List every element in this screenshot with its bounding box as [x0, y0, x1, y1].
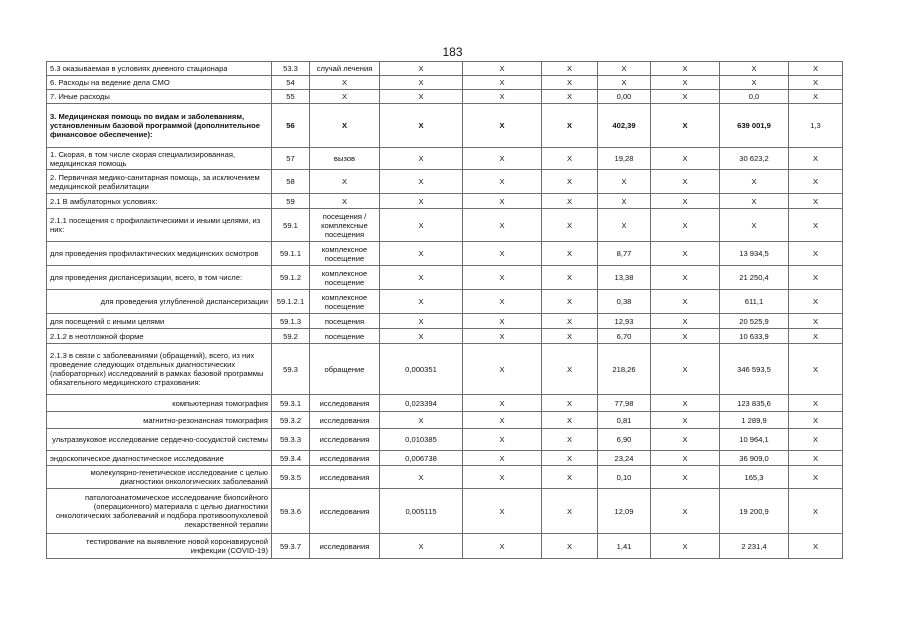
row-number-cell: 59.1.3	[272, 314, 310, 329]
col10-cell: X	[789, 466, 843, 489]
col6-cell: X	[542, 76, 598, 90]
col9-cell: 30 623,2	[720, 148, 789, 170]
table-row	[47, 148, 843, 170]
row-name-cell: молекулярно-генетическое исследование с целью диагностики онкологических заболеваний	[47, 466, 272, 489]
col5-cell: X	[463, 242, 542, 266]
row-name-cell: 2.1.3 в связи с заболеваниями (обращений), всего, из них проведение следующих отдельных диагностических (лабораторных) исследований в рамках базовой программы обязательного медицинского страхования:	[47, 344, 272, 395]
unit-cell: посещения	[310, 314, 380, 329]
col4-cell: X	[380, 194, 463, 209]
row-number-cell: 59.1.2.1	[272, 290, 310, 314]
row-name-cell: 6. Расходы на ведение дела СМО	[47, 76, 272, 90]
col5-cell: X	[463, 489, 542, 534]
unit-cell: X	[310, 104, 380, 148]
col10-cell: 1,3	[789, 104, 843, 148]
col9-cell: 0,0	[720, 90, 789, 104]
col7-cell: 0,38	[598, 290, 651, 314]
col7-cell: 6,70	[598, 329, 651, 344]
col10-cell: X	[789, 62, 843, 76]
col7-cell: 77,98	[598, 395, 651, 412]
col6-cell: X	[542, 242, 598, 266]
col6-cell: X	[542, 489, 598, 534]
table-row	[47, 104, 843, 148]
col10-cell: X	[789, 412, 843, 429]
row-number-cell: 59.3	[272, 344, 310, 395]
col8-cell: X	[651, 412, 720, 429]
col10-cell: X	[789, 534, 843, 559]
row-name-cell: компьютерная томография	[47, 395, 272, 412]
unit-cell: комплексное посещение	[310, 242, 380, 266]
table-row	[47, 329, 843, 344]
table-row	[47, 76, 843, 90]
col9-cell: X	[720, 170, 789, 194]
row-name-cell: 2.1 В амбулаторных условиях:	[47, 194, 272, 209]
col5-cell: X	[463, 466, 542, 489]
unit-cell: комплексное посещение	[310, 266, 380, 290]
col6-cell: X	[542, 290, 598, 314]
row-number-cell: 54	[272, 76, 310, 90]
col4-cell: X	[380, 290, 463, 314]
col4-cell: X	[380, 104, 463, 148]
unit-cell: исследования	[310, 395, 380, 412]
col9-cell: X	[720, 194, 789, 209]
col10-cell: X	[789, 76, 843, 90]
col5-cell: X	[463, 90, 542, 104]
col7-cell: 218,26	[598, 344, 651, 395]
col7-cell: 0,81	[598, 412, 651, 429]
row-name-cell: для проведения диспансеризации, всего, в том числе:	[47, 266, 272, 290]
col10-cell: X	[789, 395, 843, 412]
col7-cell: 13,38	[598, 266, 651, 290]
unit-cell: исследования	[310, 451, 380, 466]
table-row	[47, 534, 843, 559]
col7-cell: 402,39	[598, 104, 651, 148]
col5-cell: X	[463, 395, 542, 412]
col8-cell: X	[651, 90, 720, 104]
unit-cell: исследования	[310, 412, 380, 429]
col7-cell: 19,28	[598, 148, 651, 170]
row-name-cell: для проведения профилактических медицинских осмотров	[47, 242, 272, 266]
col10-cell: X	[789, 451, 843, 466]
col6-cell: X	[542, 194, 598, 209]
col9-cell: 346 593,5	[720, 344, 789, 395]
col6-cell: X	[542, 344, 598, 395]
row-number-cell: 59.1	[272, 209, 310, 242]
row-name-cell: 1. Скорая, в том числе скорая специализированная, медицинская помощь	[47, 148, 272, 170]
col10-cell: X	[789, 209, 843, 242]
col10-cell: X	[789, 266, 843, 290]
col6-cell: X	[542, 395, 598, 412]
row-number-cell: 59.2	[272, 329, 310, 344]
col6-cell: X	[542, 266, 598, 290]
col7-cell: X	[598, 194, 651, 209]
unit-cell: исследования	[310, 429, 380, 451]
table-row	[47, 451, 843, 466]
row-number-cell: 58	[272, 170, 310, 194]
col5-cell: X	[463, 266, 542, 290]
page-number: 183	[442, 45, 463, 59]
col6-cell: X	[542, 170, 598, 194]
col6-cell: X	[542, 314, 598, 329]
col4-cell: 0,000351	[380, 344, 463, 395]
unit-cell: случай лечения	[310, 62, 380, 76]
col8-cell: X	[651, 344, 720, 395]
col10-cell: X	[789, 329, 843, 344]
table-row	[47, 395, 843, 412]
col8-cell: X	[651, 104, 720, 148]
unit-cell: X	[310, 90, 380, 104]
col8-cell: X	[651, 451, 720, 466]
col7-cell: 23,24	[598, 451, 651, 466]
table-row	[47, 242, 843, 266]
col10-cell: X	[789, 148, 843, 170]
col8-cell: X	[651, 148, 720, 170]
col8-cell: X	[651, 170, 720, 194]
unit-cell: исследования	[310, 466, 380, 489]
col9-cell: 19 200,9	[720, 489, 789, 534]
col4-cell: X	[380, 412, 463, 429]
row-number-cell: 59.1.2	[272, 266, 310, 290]
row-number-cell: 59.3.4	[272, 451, 310, 466]
unit-cell: посещение	[310, 329, 380, 344]
table-row	[47, 194, 843, 209]
table-row	[47, 314, 843, 329]
col9-cell: 1 289,9	[720, 412, 789, 429]
col4-cell: X	[380, 242, 463, 266]
col10-cell: X	[789, 170, 843, 194]
col4-cell: X	[380, 209, 463, 242]
col6-cell: X	[542, 90, 598, 104]
col9-cell: X	[720, 209, 789, 242]
col4-cell: X	[380, 90, 463, 104]
unit-cell: исследования	[310, 489, 380, 534]
row-number-cell: 56	[272, 104, 310, 148]
col4-cell: X	[380, 266, 463, 290]
table-body	[47, 62, 843, 559]
col10-cell: X	[789, 429, 843, 451]
col5-cell: X	[463, 451, 542, 466]
col6-cell: X	[542, 148, 598, 170]
financing-table	[46, 61, 843, 559]
col8-cell: X	[651, 209, 720, 242]
row-name-cell: 3. Медицинская помощь по видам и заболеваниям, установленным базовой программой (дополнительное финансовое обеспечение):	[47, 104, 272, 148]
col8-cell: X	[651, 314, 720, 329]
col4-cell: X	[380, 170, 463, 194]
col9-cell: 20 525,9	[720, 314, 789, 329]
col4-cell: 0,006738	[380, 451, 463, 466]
col10-cell: X	[789, 290, 843, 314]
row-name-cell: 2.1.2 в неотложной форме	[47, 329, 272, 344]
col10-cell: X	[789, 242, 843, 266]
col8-cell: X	[651, 242, 720, 266]
row-number-cell: 57	[272, 148, 310, 170]
col6-cell: X	[542, 329, 598, 344]
unit-cell: обращение	[310, 344, 380, 395]
col10-cell: X	[789, 90, 843, 104]
row-name-cell: магнитно-резонансная томография	[47, 412, 272, 429]
col5-cell: X	[463, 209, 542, 242]
col5-cell: X	[463, 62, 542, 76]
col6-cell: X	[542, 466, 598, 489]
col4-cell: 0,005115	[380, 489, 463, 534]
col5-cell: X	[463, 290, 542, 314]
col5-cell: X	[463, 344, 542, 395]
table-row	[47, 429, 843, 451]
col6-cell: X	[542, 451, 598, 466]
row-number-cell: 59.3.7	[272, 534, 310, 559]
table-row	[47, 62, 843, 76]
col10-cell: X	[789, 489, 843, 534]
col4-cell: X	[380, 534, 463, 559]
unit-cell: комплексное посещение	[310, 290, 380, 314]
col7-cell: 1,41	[598, 534, 651, 559]
col4-cell: 0,010385	[380, 429, 463, 451]
col8-cell: X	[651, 194, 720, 209]
table-row	[47, 90, 843, 104]
col4-cell: 0,023394	[380, 395, 463, 412]
col5-cell: X	[463, 314, 542, 329]
col8-cell: X	[651, 62, 720, 76]
col6-cell: X	[542, 412, 598, 429]
table-row	[47, 266, 843, 290]
table-row	[47, 344, 843, 395]
col8-cell: X	[651, 466, 720, 489]
unit-cell: вызов	[310, 148, 380, 170]
col8-cell: X	[651, 266, 720, 290]
row-number-cell: 59.3.6	[272, 489, 310, 534]
row-number-cell: 55	[272, 90, 310, 104]
table-row	[47, 209, 843, 242]
table-row	[47, 466, 843, 489]
row-name-cell: 7. Иные расходы	[47, 90, 272, 104]
unit-cell: X	[310, 170, 380, 194]
col9-cell: 2 231,4	[720, 534, 789, 559]
col6-cell: X	[542, 209, 598, 242]
col7-cell: X	[598, 62, 651, 76]
col5-cell: X	[463, 534, 542, 559]
row-name-cell: тестирование на выявление новой коронавирусной инфекции (COVID-19)	[47, 534, 272, 559]
col8-cell: X	[651, 534, 720, 559]
col8-cell: X	[651, 395, 720, 412]
col9-cell: 123 835,6	[720, 395, 789, 412]
table-row	[47, 412, 843, 429]
table-row	[47, 170, 843, 194]
col5-cell: X	[463, 412, 542, 429]
col6-cell: X	[542, 534, 598, 559]
col8-cell: X	[651, 429, 720, 451]
col7-cell: 8,77	[598, 242, 651, 266]
col4-cell: X	[380, 466, 463, 489]
col7-cell: 0,00	[598, 90, 651, 104]
col6-cell: X	[542, 429, 598, 451]
row-number-cell: 59.1.1	[272, 242, 310, 266]
row-name-cell: патологоанатомическое исследование биопсийного (операционного) материала с целью диагностики онкологических заболеваний и подбора противоопухолевой лекарственной терапии	[47, 489, 272, 534]
col6-cell: X	[542, 62, 598, 76]
col5-cell: X	[463, 194, 542, 209]
col9-cell: X	[720, 76, 789, 90]
col9-cell: 10 964,1	[720, 429, 789, 451]
col9-cell: 13 934,5	[720, 242, 789, 266]
row-name-cell: для посещений с иными целями	[47, 314, 272, 329]
row-name-cell: ультразвуковое исследование сердечно-сосудистой системы	[47, 429, 272, 451]
col5-cell: X	[463, 104, 542, 148]
row-number-cell: 59.3.1	[272, 395, 310, 412]
col8-cell: X	[651, 489, 720, 534]
col4-cell: X	[380, 329, 463, 344]
col5-cell: X	[463, 148, 542, 170]
row-number-cell: 53.3	[272, 62, 310, 76]
col7-cell: 6,90	[598, 429, 651, 451]
col5-cell: X	[463, 76, 542, 90]
row-number-cell: 59.3.3	[272, 429, 310, 451]
col7-cell: 12,09	[598, 489, 651, 534]
col5-cell: X	[463, 429, 542, 451]
col7-cell: 12,93	[598, 314, 651, 329]
unit-cell: посещения / комплексные посещения	[310, 209, 380, 242]
col9-cell: 165,3	[720, 466, 789, 489]
row-name-cell: для проведения углубленной диспансеризации	[47, 290, 272, 314]
col7-cell: X	[598, 209, 651, 242]
col4-cell: X	[380, 314, 463, 329]
col9-cell: 639 001,9	[720, 104, 789, 148]
col7-cell: X	[598, 170, 651, 194]
row-number-cell: 59	[272, 194, 310, 209]
row-name-cell: 2. Первичная медико-санитарная помощь, за исключением медицинской реабилитации	[47, 170, 272, 194]
col4-cell: X	[380, 62, 463, 76]
col4-cell: X	[380, 148, 463, 170]
unit-cell: исследования	[310, 534, 380, 559]
unit-cell: X	[310, 76, 380, 90]
row-name-cell: 2.1.1 посещения с профилактическими и иными целями, из них:	[47, 209, 272, 242]
col5-cell: X	[463, 329, 542, 344]
col7-cell: 0,10	[598, 466, 651, 489]
col9-cell: X	[720, 62, 789, 76]
col10-cell: X	[789, 344, 843, 395]
row-name-cell: 5.3 оказываемая в условиях дневного стационара	[47, 62, 272, 76]
row-number-cell: 59.3.5	[272, 466, 310, 489]
col5-cell: X	[463, 170, 542, 194]
col9-cell: 36 909,0	[720, 451, 789, 466]
col10-cell: X	[789, 314, 843, 329]
row-number-cell: 59.3.2	[272, 412, 310, 429]
col9-cell: 611,1	[720, 290, 789, 314]
col9-cell: 21 250,4	[720, 266, 789, 290]
col8-cell: X	[651, 329, 720, 344]
col6-cell: X	[542, 104, 598, 148]
row-name-cell: эндоскопическое диагностическое исследование	[47, 451, 272, 466]
unit-cell: X	[310, 194, 380, 209]
col9-cell: 10 633,9	[720, 329, 789, 344]
col8-cell: X	[651, 76, 720, 90]
col8-cell: X	[651, 290, 720, 314]
col4-cell: X	[380, 76, 463, 90]
table-row	[47, 489, 843, 534]
table-row	[47, 290, 843, 314]
col7-cell: X	[598, 76, 651, 90]
col10-cell: X	[789, 194, 843, 209]
